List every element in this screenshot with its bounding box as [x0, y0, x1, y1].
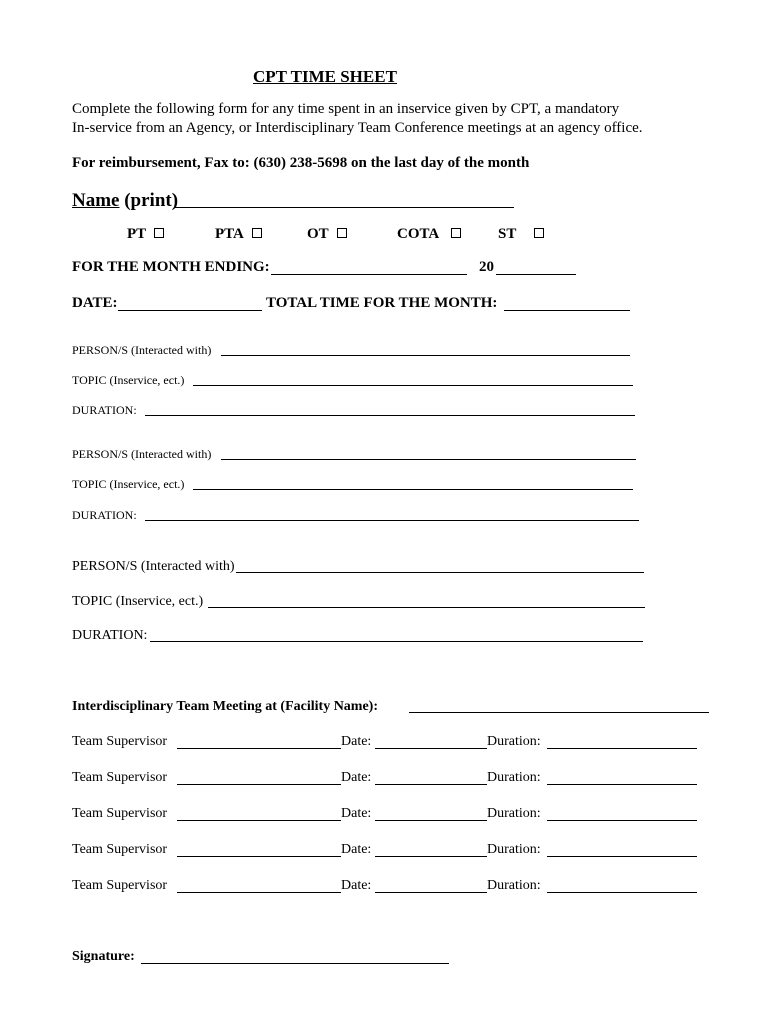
discipline-ot[interactable] — [307, 226, 347, 243]
topic-input-line-1[interactable] — [193, 385, 633, 386]
facility-name-input-line[interactable] — [409, 712, 709, 713]
duration-label-2: DURATION: — [72, 508, 137, 522]
topic-label-2: TOPIC (Inservice, ect.) — [72, 477, 185, 491]
intro-line-1: Complete the following form for any time spent in an inservice given by CPT, a mandatory — [72, 101, 620, 117]
year-input-line[interactable] — [496, 274, 576, 275]
name-label-underlined: Name — [72, 190, 120, 211]
discipline-ot-label: OT — [307, 226, 329, 242]
discipline-pta-label: PTA — [215, 226, 244, 242]
supervisor-duration-label-3: Duration: — [487, 806, 541, 821]
supervisor-duration-input-line-4[interactable] — [547, 856, 697, 857]
supervisor-label-5: Team Supervisor — [72, 878, 168, 893]
page-title: CPT TIME SHEET — [253, 67, 397, 86]
st-checkbox[interactable] — [534, 228, 544, 238]
month-ending-input-line[interactable] — [271, 274, 467, 275]
discipline-cota[interactable] — [397, 226, 461, 243]
supervisor-date-input-line-5[interactable] — [375, 892, 487, 893]
name-field-label — [72, 190, 178, 212]
supervisor-label-3: Team Supervisor — [72, 806, 168, 821]
supervisor-duration-input-line-1[interactable] — [547, 748, 697, 749]
pta-checkbox[interactable] — [252, 228, 262, 238]
discipline-pt-label: PT — [127, 226, 147, 242]
topic-label-3: TOPIC (Inservice, ect.) — [72, 594, 204, 609]
duration-input-line-2[interactable] — [145, 520, 639, 521]
person-label-2: PERSON/S (Interacted with) — [72, 447, 212, 461]
pt-checkbox[interactable] — [154, 228, 164, 238]
supervisor-input-line-4[interactable] — [177, 856, 341, 857]
duration-input-line-3[interactable] — [150, 641, 643, 642]
supervisor-input-line-3[interactable] — [177, 820, 341, 821]
person-label-1: PERSON/S (Interacted with) — [72, 343, 212, 357]
discipline-st-label: ST — [498, 226, 517, 242]
supervisor-label-2: Team Supervisor — [72, 770, 168, 785]
supervisor-date-input-line-2[interactable] — [375, 784, 487, 785]
discipline-st[interactable] — [498, 226, 544, 243]
supervisor-label-4: Team Supervisor — [72, 842, 168, 857]
person-label-3: PERSON/S (Interacted with) — [72, 559, 235, 574]
supervisor-date-label-4: Date: — [341, 842, 372, 857]
signature-input-line[interactable] — [141, 963, 449, 964]
intro-line-2: In-service from an Agency, or Interdisciplinary Team Conference meetings at an agency office. — [72, 120, 643, 136]
supervisor-date-label-2: Date: — [341, 770, 372, 785]
fax-instruction: For reimbursement, Fax to: (630) 238-5698 on the last day of the month — [72, 155, 530, 171]
supervisor-date-label-3: Date: — [341, 806, 372, 821]
person-input-line-1[interactable] — [221, 355, 630, 356]
discipline-pt[interactable] — [127, 226, 164, 243]
supervisor-input-line-2[interactable] — [177, 784, 341, 785]
supervisor-input-line-5[interactable] — [177, 892, 341, 893]
supervisor-label-1: Team Supervisor — [72, 734, 168, 749]
date-input-line[interactable] — [118, 310, 262, 311]
name-input-line[interactable] — [174, 207, 514, 208]
team-meeting-label: Interdisciplinary Team Meeting at (Facility Name): — [72, 699, 379, 714]
supervisor-date-label-1: Date: — [341, 734, 372, 749]
person-input-line-2[interactable] — [221, 459, 636, 460]
ot-checkbox[interactable] — [337, 228, 347, 238]
duration-label-1: DURATION: — [72, 403, 137, 417]
discipline-pta[interactable] — [215, 226, 262, 243]
supervisor-duration-input-line-2[interactable] — [547, 784, 697, 785]
supervisor-date-input-line-3[interactable] — [375, 820, 487, 821]
supervisor-input-line-1[interactable] — [177, 748, 341, 749]
supervisor-duration-label-2: Duration: — [487, 770, 541, 785]
signature-label: Signature: — [72, 949, 135, 964]
total-time-label: TOTAL TIME FOR THE MONTH: — [266, 295, 498, 311]
duration-input-line-1[interactable] — [145, 415, 635, 416]
person-input-line-3[interactable] — [236, 572, 644, 573]
discipline-cota-label: COTA — [397, 226, 440, 242]
duration-label-3: DURATION: — [72, 628, 148, 643]
topic-input-line-3[interactable] — [208, 607, 645, 608]
month-ending-label: FOR THE MONTH ENDING: — [72, 259, 270, 275]
total-time-input-line[interactable] — [504, 310, 630, 311]
supervisor-duration-label-5: Duration: — [487, 878, 541, 893]
supervisor-date-input-line-1[interactable] — [375, 748, 487, 749]
supervisor-duration-label-4: Duration: — [487, 842, 541, 857]
supervisor-date-label-5: Date: — [341, 878, 372, 893]
supervisor-duration-input-line-3[interactable] — [547, 820, 697, 821]
year-prefix: 20 — [479, 259, 494, 275]
supervisor-duration-label-1: Duration: — [487, 734, 541, 749]
date-label: DATE: — [72, 295, 118, 311]
name-label-rest: (print) — [119, 190, 179, 211]
supervisor-date-input-line-4[interactable] — [375, 856, 487, 857]
supervisor-duration-input-line-5[interactable] — [547, 892, 697, 893]
topic-label-1: TOPIC (Inservice, ect.) — [72, 373, 185, 387]
topic-input-line-2[interactable] — [193, 489, 633, 490]
cota-checkbox[interactable] — [451, 228, 461, 238]
